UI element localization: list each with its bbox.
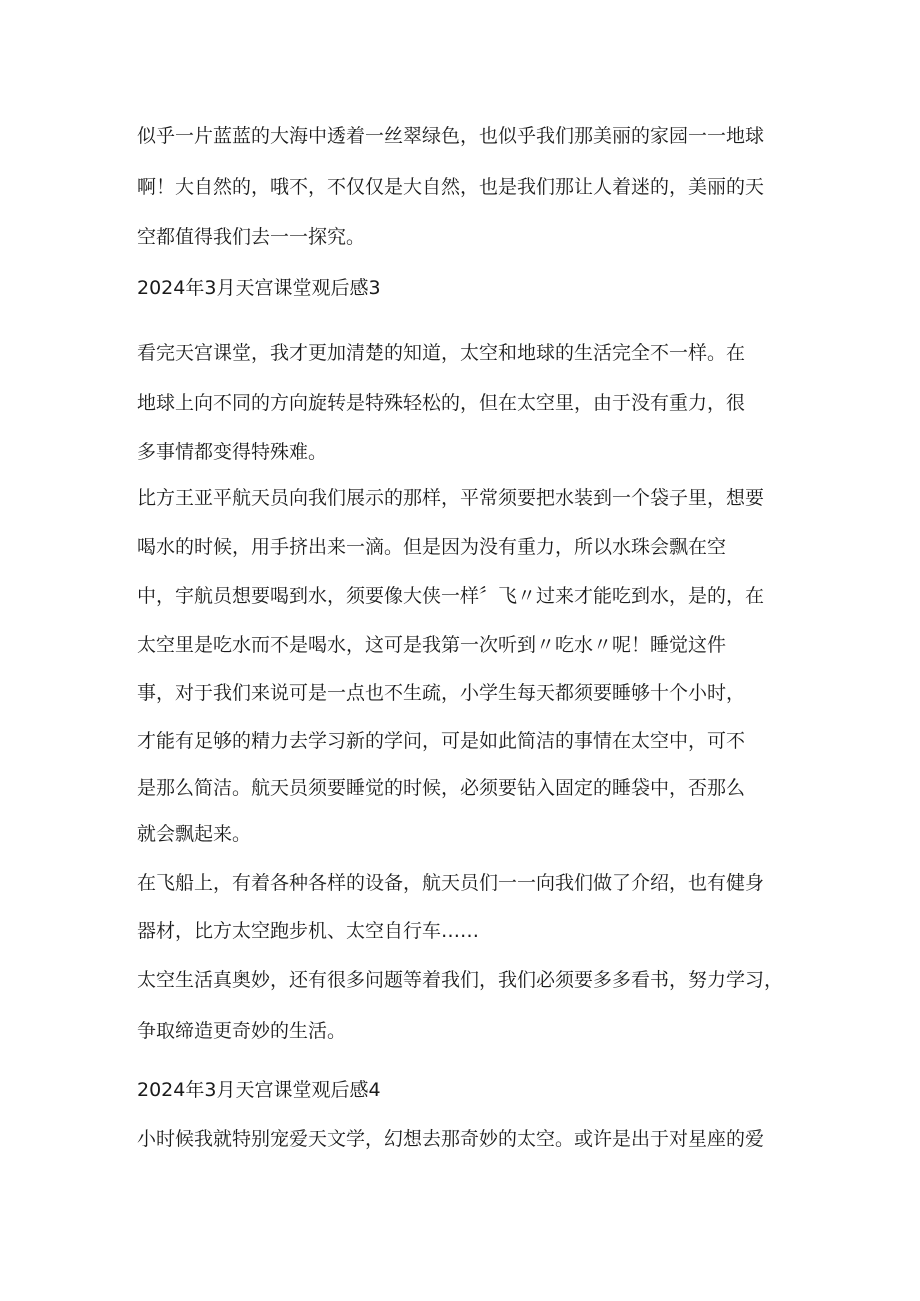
text-line: 比方王亚平航天员向我们展示的那样，平常须要把水装到一个袋子里，想要 (137, 487, 765, 509)
text-line: 争取缔造更奇妙的生活。 (137, 1020, 347, 1042)
text-line: 是那么简洁。航天员须要睡觉的时候，必须要钻入固定的睡袋中，否那么 (137, 777, 746, 799)
text-line: 器材，比方太空跑步机、太空自行车…… (137, 920, 480, 942)
text-line: 太空生活真奥妙，还有很多问题等着我们，我们必须要多多看书，努力学习， (137, 969, 784, 991)
text-line: 地球上向不同的方向旋转是特殊轻松的，但在太空里，由于没有重力，很 (137, 392, 746, 414)
text-line: 啊！大自然的，哦不，不仅仅是大自然，也是我们那让人着迷的，美丽的天 (137, 176, 765, 198)
section-heading: 2024年3月天宫课堂观后感3 (137, 277, 381, 299)
text-line: 多事情都变得特殊难。 (137, 441, 328, 463)
text-line: 在飞船上，有着各种各样的设备，航天员们一一向我们做了介绍，也有健身 (137, 872, 765, 894)
section-heading: 2024年3月天宫课堂观后感4 (137, 1079, 381, 1101)
text-line: 喝水的时候，用手挤出来一滴。但是因为没有重力，所以水珠会飘在空 (137, 536, 727, 558)
text-line: 小时候我就特别宠爱天文学，幻想去那奇妙的太空。或许是出于对星座的爱 (137, 1128, 765, 1150)
text-line: 事，对于我们来说可是一点也不生疏，小学生每天都须要睡够十个小时， (137, 682, 746, 704)
text-line: 空都值得我们去一一探究。 (137, 226, 366, 248)
text-line: 才能有足够的精力去学习新的学问，可是如此简洁的事情在太空中，可不 (137, 730, 746, 752)
text-line: 看完天宫课堂，我才更加清楚的知道，太空和地球的生活完全不一样。在 (137, 342, 746, 364)
text-line: 就会飘起来。 (137, 823, 252, 845)
text-line: 中，宇航员想要喝到水，须要像大侠一样〞飞〃过来才能吃到水，是的，在 (137, 585, 765, 607)
text-line: 似乎一片蓝蓝的大海中透着一丝翠绿色，也似乎我们那美丽的家园一一地球 (137, 125, 765, 147)
text-line: 太空里是吃水而不是喝水，这可是我第一次听到〃吃水〃呢！睡觉这件 (137, 634, 727, 656)
